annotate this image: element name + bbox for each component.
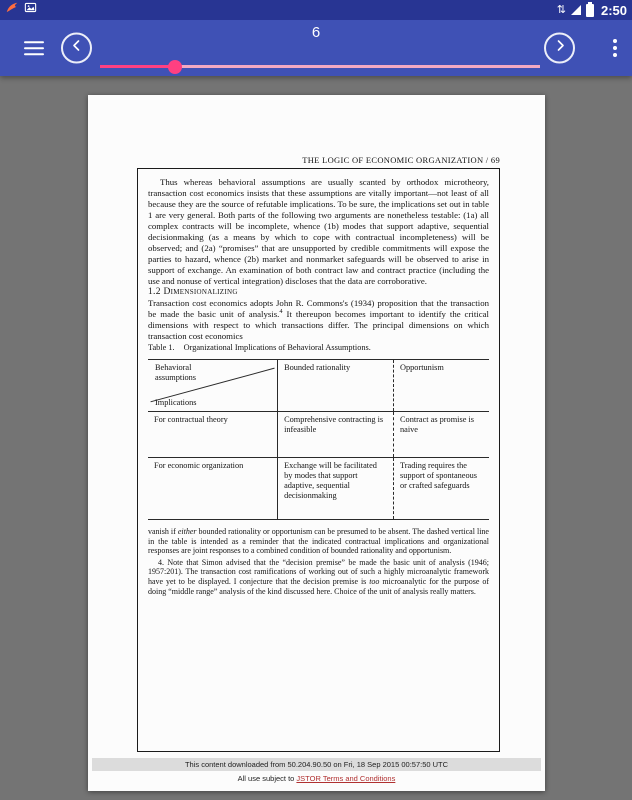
table-corner-cell [148, 360, 278, 412]
table-row [148, 412, 489, 458]
slider-progress [100, 65, 175, 68]
status-bar [0, 0, 632, 20]
column-header: Bounded rationality [278, 360, 394, 412]
jstor-download-notice: This content downloaded from 50.204.90.50 on Fri, 18 Sep 2015 00:57:50 UTC [92, 758, 541, 771]
battery-icon [586, 4, 594, 17]
keyboard-app-icon [5, 1, 19, 20]
signal-icon [571, 5, 581, 15]
row-label: For economic organization [148, 458, 278, 520]
footnote-continuation: vanish if either bounded rationality or opportunism can be presumed to be absent. The dashed vertical line in the table is intended as a reminder that the indicated contractual implications and organizational responses are joint responses to a combined condition of bounded rationality and opportunism. [148, 527, 489, 556]
chevron-right-icon [551, 37, 569, 60]
data-transfer-icon: ⇅ [556, 3, 566, 16]
gallery-notification-icon [24, 1, 37, 19]
table-cell: Contract as promise is naive [394, 412, 489, 458]
previous-page-button[interactable] [61, 33, 92, 64]
body-paragraph: Thus whereas behavioral assumptions are usually scanted by orthodox microtheory, transaction cost economics insists that these assumptions are vitally important—not least of all because they are the source of refutable implications. To be sure, the implications set out in table 1 are very general. Both parts of the following two arguments are nonetheless testable: (1a) all complex contracts will be incomplete, whence (1b) modes that support adaptive, sequential decisionmaking (as a means by which to cope with contractual incompleteness) will be observed; and (2a) “promises” that are unsupported by credible commitments will expose the parties to hazard, whence (2b) market and nonmarket safeguards will be observed to arise in support of exchange. An examination of both contract law and contract practice (including the use and nonuse of vertical integration) discloses that the data are corroborative. [148, 177, 489, 286]
table-cell: Comprehensive contracting is infeasible [278, 412, 394, 458]
overflow-menu-icon[interactable] [611, 34, 619, 62]
column-header: Opportunism [394, 360, 489, 412]
jstor-terms-line: All use subject to JSTOR Terms and Conditions [237, 774, 396, 783]
terms-and-conditions-link[interactable]: JSTOR Terms and Conditions [296, 774, 396, 783]
page-seek-slider[interactable] [100, 20, 540, 76]
behavioral-assumptions-table [148, 359, 489, 520]
status-notification-area [5, 1, 37, 20]
section-heading: 1.2 Dimensionalizing [148, 287, 238, 297]
footnote-4: 4. Note that Simon advised that the “decision premise” be made the basic unit of analysis (1946; 1957:201). The transaction cost ramifications of working out of such a highly microanalytic framework have yet to be displayed. I conjecture that the decision premise is too microanalytic for the purpose of doing “middle range” analysis of the kind discussed here. Choice of the unit of analysis really matters. [148, 557, 489, 596]
body-paragraph: Transaction cost economics adopts John R. Commons's (1934) proposition that the transaction be made the basic unit of analysis.$^4$ It thereupon becomes important to identify the critical dimensions with respect to which transactions differ. The principal dimensions on which transaction cost economics [148, 298, 489, 341]
table-cell: Exchange will be facilitated by modes that support adaptive, sequential decisionmaking [278, 458, 394, 520]
next-page-button[interactable] [544, 33, 575, 64]
table-cell: Trading requires the support of spontaneous or crafted safeguards [400, 461, 477, 490]
pdf-page [88, 95, 545, 791]
status-system-area [557, 3, 627, 18]
app-toolbar [0, 20, 632, 76]
reader-viewport[interactable] [0, 76, 632, 800]
running-head: THE LOGIC OF ECONOMIC ORGANIZATION / 69 [302, 155, 500, 165]
table-row [148, 458, 489, 520]
chevron-left-icon [68, 37, 86, 60]
footnote-marker: 4 [279, 308, 283, 316]
slider-thumb[interactable] [168, 60, 182, 74]
table-caption: Table 1. Organizational Implications of Behavioral Assumptions. [148, 343, 371, 352]
scanned-text-block [137, 168, 500, 752]
status-time: 2:50 [600, 2, 627, 18]
page-number-indicator: 6 [311, 24, 321, 41]
row-label: For contractual theory [148, 412, 278, 458]
corner-label-bottom: Implications [155, 398, 197, 407]
corner-label-top: Behavioral assumptions [155, 363, 197, 382]
